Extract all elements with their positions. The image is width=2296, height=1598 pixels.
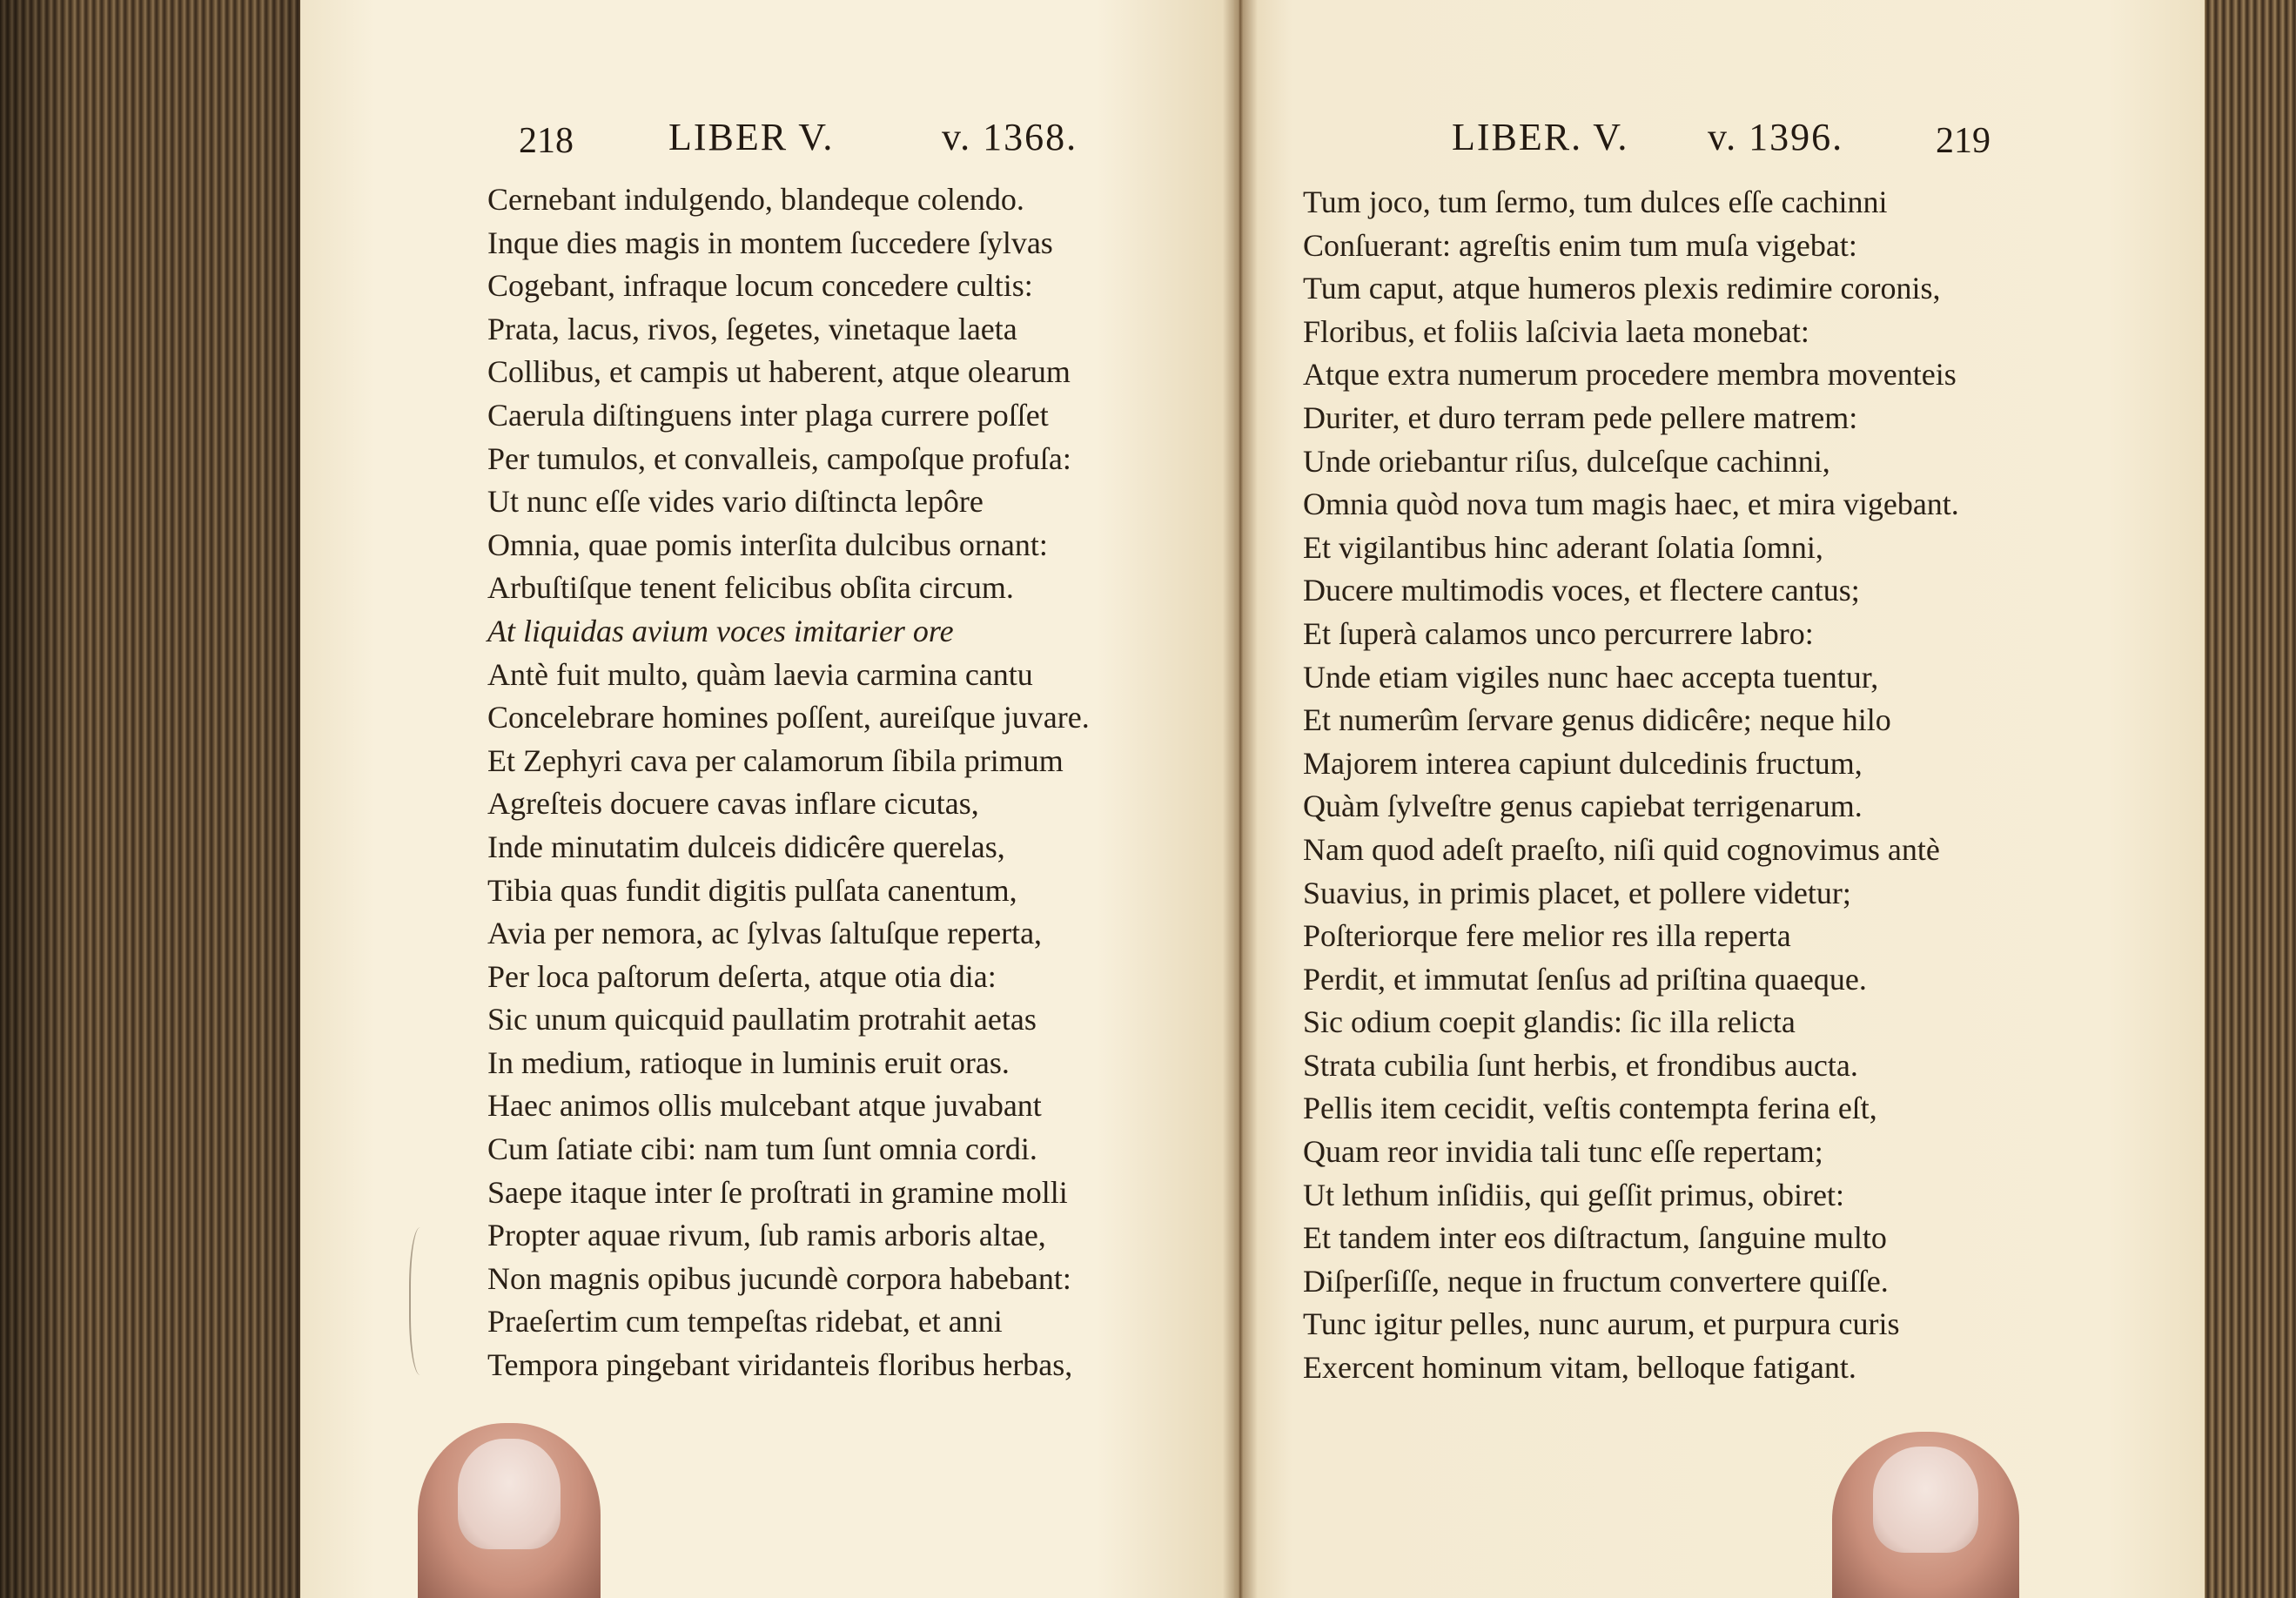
text-line: Majorem interea capiunt dulcedinis fructum, <box>1303 745 1863 781</box>
text-line: Saepe itaque inter ſe proſtrati in gramine molli <box>487 1174 1068 1210</box>
text-line: Concelebrare homines poſſent, aureiſque juvare. <box>487 700 1090 735</box>
text-line: Tibia quas fundit digitis pulſata canentum, <box>487 872 1017 908</box>
text-line: Praeſertim cum tempeſtas ridebat, et anni <box>487 1304 1003 1340</box>
text-line: Duriter, et duro terram pede pellere matrem: <box>1303 400 1858 435</box>
text-line: Inde minutatim dulceis didicêre querelas, <box>487 829 1005 864</box>
left-thumb <box>418 1423 601 1598</box>
text-line: Nam quod adeſt praeſto, niſi quid cognovimus antè <box>1303 831 1940 867</box>
right-verse-ref: v. 1396. <box>1708 116 1844 158</box>
text-line: Et vigilantibus hinc aderant ſolatia ſomni, <box>1303 529 1823 565</box>
text-line: Omnia, quae pomis interſita dulcibus ornant: <box>487 527 1048 562</box>
text-line: Unde etiam vigiles nunc haec accepta tuentur, <box>1303 659 1879 695</box>
text-line: Sic unum quicquid paullatim protrahit aetas <box>487 1002 1037 1037</box>
left-page-text <box>487 178 1090 1387</box>
thumbnail-nail <box>458 1439 561 1550</box>
text-line: Et ſuperà calamos unco percurrere labro: <box>1303 615 1814 651</box>
text-line: Ut lethum inſidiis, qui geſſit primus, obiret: <box>1303 1177 1844 1212</box>
text-line: Quàm ſylveſtre genus capiebat terrigenarum. <box>1303 789 1863 824</box>
text-line: At liquidas avium voces imitarier ore <box>487 613 954 648</box>
thumbnail-nail <box>1873 1447 1977 1553</box>
text-line: Tunc igitur pelles, nunc aurum, et purpura curis <box>1303 1306 1900 1342</box>
text-line: Cernebant indulgendo, blandeque colendo. <box>487 182 1024 217</box>
text-line: Non magnis opibus jucundè corpora habebant: <box>487 1260 1071 1296</box>
text-line: Poſteriorque fere melior res illa reperta <box>1303 918 1791 954</box>
text-line: Sic odium coepit glandis: ſic illa relicta <box>1303 1004 1796 1040</box>
right-thumb <box>1832 1432 2019 1598</box>
text-line: Per tumulos, et convalleis, campoſque profuſa: <box>487 440 1071 476</box>
text-line: Quam reor invidia tali tunc eſſe repertam; <box>1303 1134 1823 1170</box>
left-page-edges <box>0 0 306 1598</box>
text-line: Strata cubilia ſunt herbis, et frondibus aucta. <box>1303 1047 1858 1083</box>
text-line: Exercent hominum vitam, belloque fatigant. <box>1303 1350 1856 1386</box>
left-page-number: 218 <box>519 121 574 161</box>
text-line: Et tandem inter eos diſtractum, ſanguine multo <box>1303 1220 1887 1256</box>
text-line: Caerula diſtinguens inter plaga currere poſſet <box>487 397 1049 433</box>
text-line: Inque dies magis in montem ſuccedere ſylvas <box>487 225 1053 260</box>
text-line: Floribus, et foliis laſcivia laeta monebat: <box>1303 313 1809 349</box>
text-line: Tempora pingebant viridanteis floribus herbas, <box>487 1347 1073 1383</box>
text-line: Collibus, et campis ut haberent, atque olearum <box>487 354 1071 390</box>
text-line: Arbuſtiſque tenent felicibus obſita circum. <box>487 570 1014 606</box>
text-line: Pellis item cecidit, veſtis contempta ferina eſt, <box>1303 1091 1877 1126</box>
text-line: Per loca paſtorum deſerta, atque otia dia: <box>487 958 997 994</box>
text-line: Propter aquae rivum, ſub ramis arboris altae, <box>487 1218 1046 1253</box>
text-line: Ducere multimodis voces, et flectere cantus; <box>1303 573 1860 608</box>
text-line: Prata, lacus, rivos, ſegetes, vinetaque laeta <box>487 311 1017 346</box>
right-running-head: LIBER. V. <box>1452 116 1629 158</box>
text-line: Agreſteis docuere cavas inflare cicutas, <box>487 786 979 822</box>
text-line: Diſperſiſſe, neque in fructum convertere quiſſe. <box>1303 1263 1889 1299</box>
book-gutter <box>1223 0 1258 1598</box>
text-line: Conſuerant: agreſtis enim tum muſa vigebat: <box>1303 227 1857 263</box>
text-line: Et numerûm ſervare genus didicêre; neque hilo <box>1303 702 1891 738</box>
text-line: Cum ſatiate cibi: nam tum ſunt omnia cordi. <box>487 1131 1037 1167</box>
right-page-number: 219 <box>1936 121 1991 161</box>
right-page-edges <box>2200 0 2296 1598</box>
text-line: Tum caput, atque humeros plexis redimire coronis, <box>1303 271 1941 306</box>
text-line: Antè fuit multo, quàm laevia carmina cantu <box>487 656 1033 692</box>
text-line: Cogebant, infraque locum concedere cultis: <box>487 268 1033 304</box>
text-line: Suavius, in primis placet, et pollere videtur; <box>1303 875 1851 910</box>
text-line: Ut nunc eſſe vides vario diſtincta lepôre <box>487 484 984 520</box>
text-line: In medium, ratioque in luminis eruit oras. <box>487 1044 1010 1080</box>
left-running-head: LIBER V. <box>668 116 835 158</box>
right-page-text <box>1303 181 1959 1390</box>
text-line: Unde oriebantur riſus, dulceſque cachinni, <box>1303 443 1830 479</box>
text-line: Et Zephyri cava per calamorum ſibila primum <box>487 742 1064 778</box>
text-line: Atque extra numerum procedere membra moventeis <box>1303 357 1957 393</box>
text-line: Omnia quòd nova tum magis haec, et mira vigebant. <box>1303 487 1959 522</box>
text-line: Haec animos ollis mulcebant atque juvabant <box>487 1088 1042 1124</box>
text-line: Avia per nemora, ac ſylvas ſaltuſque reperta, <box>487 916 1043 951</box>
text-line: Perdit, et immutat ſenſus ad priſtina quaeque. <box>1303 961 1867 997</box>
margin-pencil-mark <box>409 1227 437 1375</box>
left-verse-ref: v. 1368. <box>942 116 1078 158</box>
text-line: Tum joco, tum ſermo, tum dulces eſſe cachinni <box>1303 185 1888 219</box>
